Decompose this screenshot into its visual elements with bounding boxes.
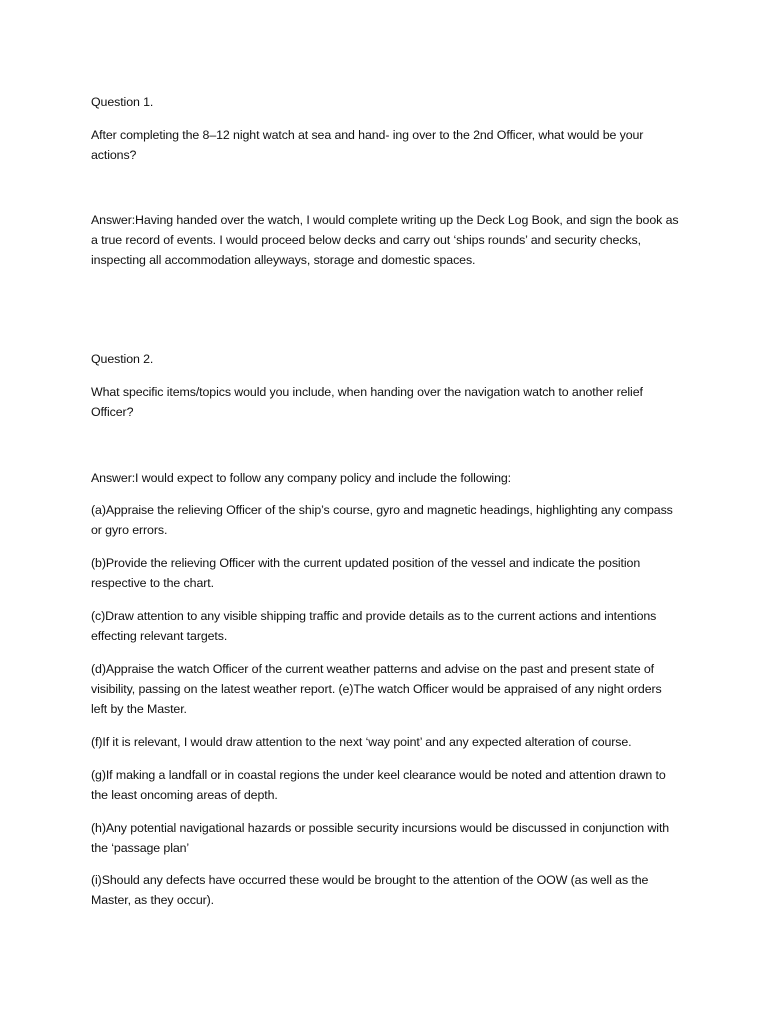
question-1-text: After completing the 8–12 night watch at sea and hand- ing over to the 2nd Officer, what would be your actions? [91,128,644,162]
question-2-answer-intro: Answer:I would expect to follow any company policy and include the following: [91,471,512,485]
list-item-a: (a)Appraise the relieving Officer of the ship’s course, gyro and magnetic headings, highlighting any compass or gyro errors. [91,503,673,537]
list-item-b: (b)Provide the relieving Officer with the current updated position of the vessel and indicate the position respective to the chart. [91,556,641,590]
question-2-text: What specific items/topics would you include, when handing over the navigation watch to another relief Officer? [91,385,643,419]
list-item-i: (i)Should any defects have occurred these would be brought to the attention of the OOW (as well as the Master, as they occur). [91,873,649,907]
list-item-g: (g)If making a landfall or in coastal regions the under keel clearance would be noted and attention drawn to the least oncoming areas of depth. [91,768,666,802]
list-item-f: (f)If it is relevant, I would draw attention to the next ‘way point’ and any expected alteration of course. [91,735,632,749]
list-item-d-e: (d)Appraise the watch Officer of the current weather patterns and advise on the past and present state of visibility, passing on the latest weather report. (e)The watch Officer would be appraised of any night orders left by the Master. [91,662,662,716]
list-item-c: (c)Draw attention to any visible shipping traffic and provide details as to the current actions and intentions effecting relevant targets. [91,609,657,643]
question-2-heading: Question 2. [91,352,154,366]
question-1-answer: Answer:Having handed over the watch, I would complete writing up the Deck Log Book, and sign the book as a true record of events. I would proceed below decks and carry out ‘ships rounds’ and security checks, inspecting all accommodation alleyways, storage and domestic spaces. [91,213,679,267]
list-item-h: (h)Any potential navigational hazards or possible security incursions would be discussed in conjunction with the ‘passage plan’ [91,821,670,855]
question-1-heading: Question 1. [91,95,154,109]
